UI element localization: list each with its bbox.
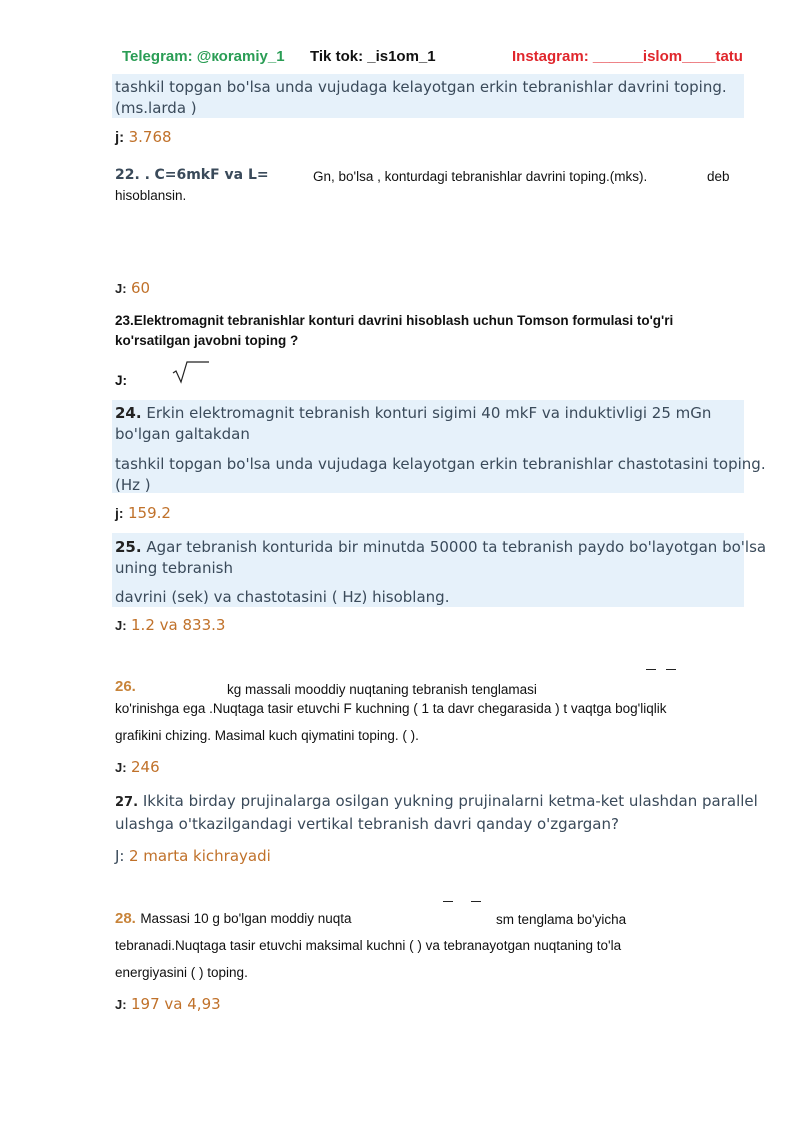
q25-line1-row [115, 537, 766, 558]
q22-deb: deb [707, 169, 730, 184]
q25-answer-row [115, 616, 225, 635]
q22-answer-row [115, 279, 150, 298]
instagram-handle: Instagram: ______islom____tatu [512, 48, 743, 65]
q25-number: 25. [115, 538, 142, 556]
q26-answer: 246 [131, 758, 160, 776]
q28-answer: 197 va 4,93 [131, 995, 221, 1013]
q26-line2: ko'rinishga ega .Nuqtaga tasir etuvchi F kuchning ( 1 ta davr chegarasida ) t vaqtga bog'liqlik [115, 701, 667, 716]
tiktok-handle: Tik tok: _is1om_1 [310, 48, 436, 65]
fraction-bar [666, 669, 676, 670]
telegram-handle: Telegram: @коramiy_1 [122, 48, 285, 65]
q21-line1: tashkil topgan bo'lsa unda vujudaga kelayotgan erkin tebranishlar davrini toping. [115, 78, 727, 96]
q24-line4: (Hz ) [115, 476, 151, 494]
q24-answer-label: j: [115, 505, 124, 521]
q25-line3: davrini (sek) va chastotasini ( Hz) hisoblang. [115, 588, 450, 606]
q28-answer-row [115, 995, 221, 1014]
q23-line2: ko'rsatilgan javobni toping ? [115, 333, 299, 348]
q25-line2: uning tebranish [115, 559, 233, 577]
q25-answer: 1.2 va 833.3 [131, 616, 226, 634]
q28-line1-row [115, 909, 352, 929]
q22-number: 22. . [115, 167, 150, 183]
q26-number: 26. [115, 678, 136, 695]
q27-answer: 2 marta kichrayadi [128, 847, 271, 865]
q21-answer-label: j: [115, 129, 125, 146]
fraction-bar [646, 669, 656, 670]
q27-line1-row [115, 791, 758, 813]
q23-answer-label: J: [115, 373, 128, 388]
q28-line2: tebranadi.Nuqtaga tasir etuvchi maksimal kuchni ( ) va tebranayotgan nuqtaning to'la [115, 938, 622, 953]
q23-line1: 23.Elektromagnit tebranishlar konturi davrini hisoblash uchun Tomson formulasi to'g'ri [115, 313, 674, 328]
q24-line1-row [115, 403, 711, 424]
q21-answer-row [115, 128, 172, 147]
q25-answer-label: J: [115, 618, 127, 633]
q22-heading [115, 166, 269, 184]
q26-line1: kg massali mooddiy nuqtaning tebranish tenglamasi [227, 682, 537, 697]
q21-line2: (ms.larda ) [115, 99, 197, 117]
q27-answer-row [115, 847, 271, 866]
q26-answer-row [115, 758, 160, 777]
q22-answer: 60 [131, 279, 151, 297]
q22-line2: hisoblansin. [115, 188, 187, 203]
q28-number: 28. [115, 910, 136, 927]
q28-answer-label: J: [115, 997, 127, 1012]
q27-line2: ulashga o'tkazilgandagi vertikal tebranish davri qanday o'zgargan? [115, 815, 619, 833]
q27-answer-label: J: [115, 847, 125, 865]
q24-number: 24. [115, 404, 142, 422]
q22-answer-label: J: [115, 281, 127, 296]
fraction-bar [471, 901, 481, 902]
q25-line1: Agar tebranish konturida bir minutda 50000 ta tebranish paydo bo'layotgan bo'lsa [146, 538, 767, 556]
q24-line1: Erkin elektromagnit tebranish konturi sigimi 40 mkF va induktivligi 25 mGn [146, 404, 712, 422]
q26-line3: grafikini chizing. Masimal kuch qiymatini toping. ( ). [115, 728, 419, 743]
q24-answer-row [115, 504, 171, 523]
q24-line2: bo'lgan galtakdan [115, 425, 250, 443]
q21-answer: 3.768 [128, 128, 172, 146]
fraction-bar [443, 901, 453, 902]
q22-params: C=6mkF va L= [154, 167, 269, 183]
q28-line3: energiyasini ( ) toping. [115, 965, 248, 980]
q28-line1a: Massasi 10 g bo'lgan moddiy nuqta [140, 911, 352, 926]
q27-line1: Ikkita birday prujinalarga osilgan yukning prujinalarni ketma-ket ulashdan parallel [142, 792, 758, 810]
q28-line1b: sm tenglama bo'yicha [496, 912, 627, 927]
q22-text: Gn, bo'lsa , konturdagi tebranishlar davrini toping.(mks). [313, 169, 648, 184]
q24-line3: tashkil topgan bo'lsa unda vujudaga kelayotgan erkin tebranishlar chastotasini toping. [115, 455, 766, 473]
q27-number: 27. [115, 795, 139, 810]
q24-answer: 159.2 [128, 504, 171, 522]
q26-answer-label: J: [115, 760, 127, 775]
sqrt-icon [172, 360, 210, 384]
